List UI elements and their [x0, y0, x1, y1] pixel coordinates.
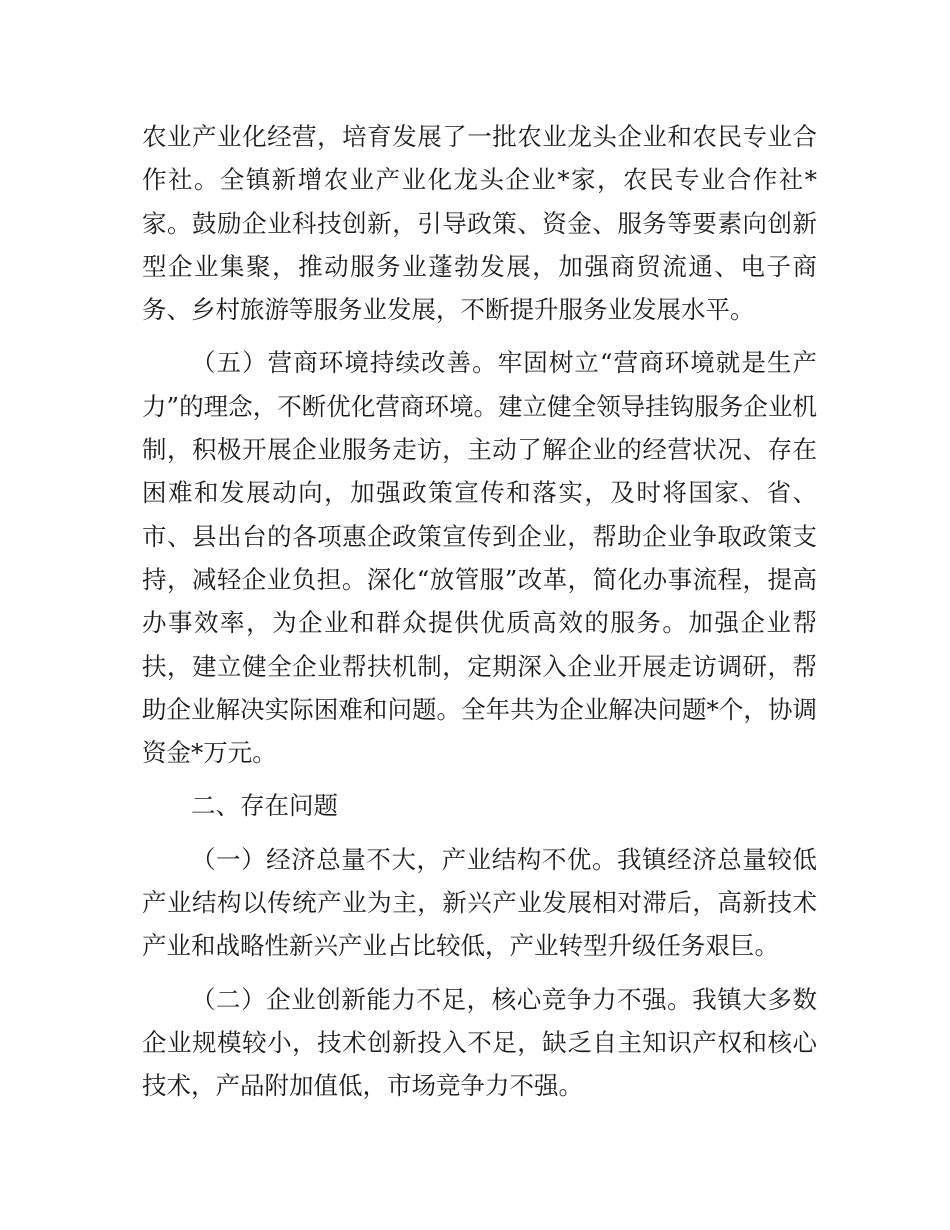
paragraph-innovation-capacity: （二）企业创新能力不足，核心竞争力不强。我镇大多数企业规模较小，技术创新投入不足，缺乏自主知识产权和核心技术，产品附加值低，市场竞争力不强。 [142, 984, 817, 1101]
section-heading-existing-problems: 二、存在问题 [191, 791, 338, 821]
document-body [142, 115, 817, 1118]
paragraph-economic-scale: （一）经济总量不大，产业结构不优。我镇经济总量较低产业结构以传统产业为主，新兴产业发展相对滞后，高新技术产业和战略性新兴产业占比较低，产业转型升级任务艰巨。 [142, 844, 817, 961]
paragraph-business-environment: （五）营商环境持续改善。牢固树立“营商环境就是生产力”的理念，不断优化营商环境。建立健全领导挂钩服务企业机制，积极开展企业服务走访，主动了解企业的经营状况、存在困难和发展动向，加强政策宣传和落实，及时将国家、省、市、县出台的各项惠企政策宣传到企业，帮助企业争取政策支持，减轻企业负担。深化“放管服”改革，简化办事流程，提高办事效率，为企业和群众提供优质高效的服务。加强企业帮扶，建立健全企业帮扶机制，定期深入企业开展走访调研，帮助企业解决实际困难和问题。全年共为企业解决问题*个，协调资金*万元。 [142, 348, 817, 768]
paragraph-agriculture-continuation: 农业产业化经营，培育发展了一批农业龙头企业和农民专业合作社。全镇新增农业产业化龙头企业*家，农民专业合作社*家。鼓励企业科技创新，引导政策、资金、服务等要素向创新型企业集聚，推动服务业蓬勃发展，加强商贸流通、电子商务、乡村旅游等服务业发展，不断提升服务业发展水平。 [142, 122, 817, 325]
